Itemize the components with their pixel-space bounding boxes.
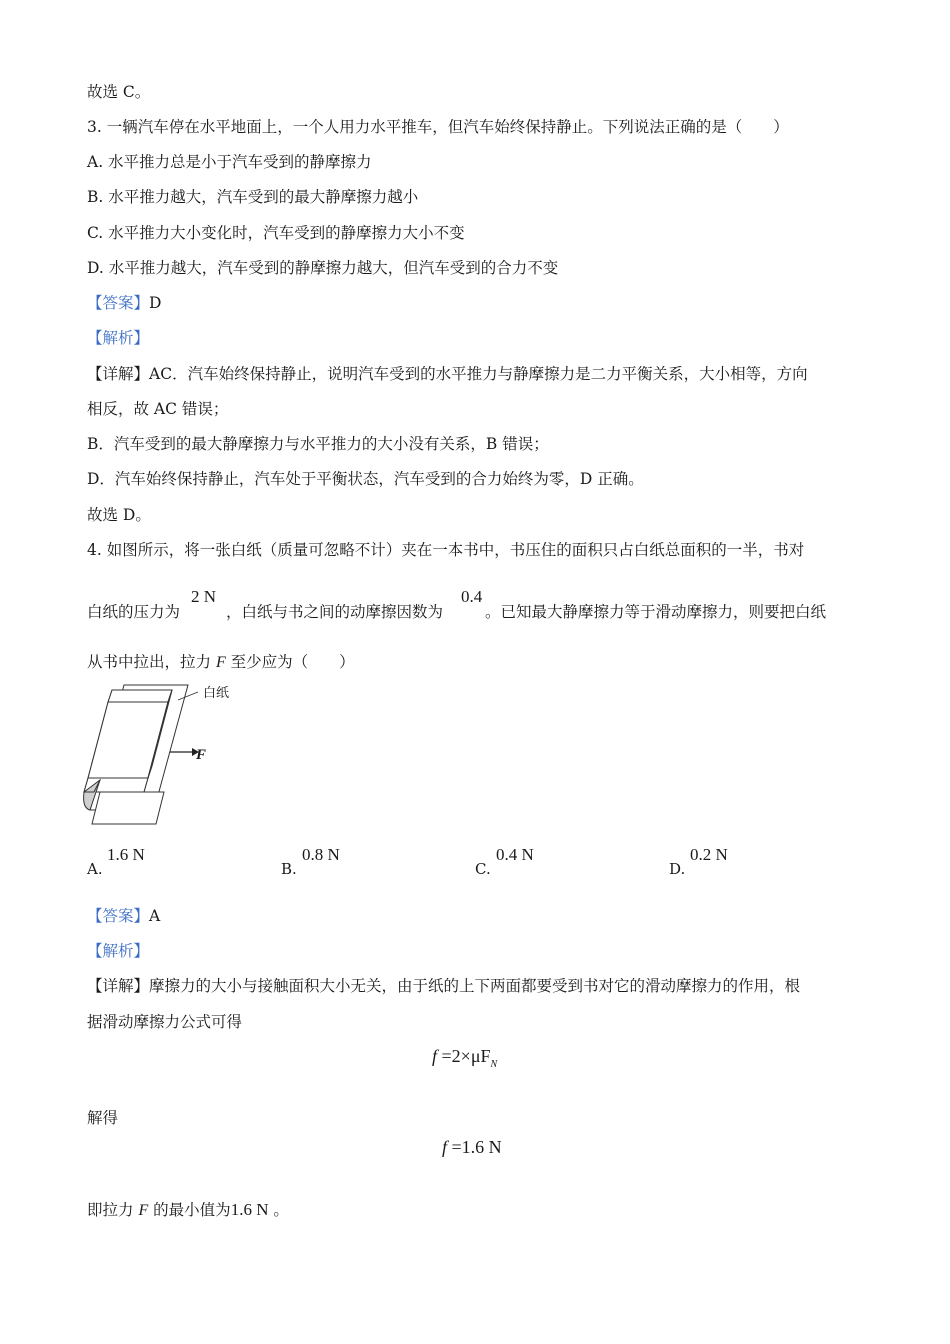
answer-value: A (149, 907, 161, 925)
eq2-rhs: =1.6 N (451, 1137, 502, 1157)
detail-text: 摩擦力的大小与接触面积大小无关，由于纸的上下两面都要受到书对它的滑动摩擦力的作用，根 (149, 977, 801, 995)
q4-text-d: 从书中拉出，拉力 (87, 653, 212, 671)
option-4c-value: 0.4 N (496, 845, 534, 864)
equation-2 (442, 1137, 502, 1158)
detail-text: AC．汽车始终保持静止，说明汽车受到的水平推力与静摩擦力是二力平衡关系，大小相等，方向 (149, 365, 808, 383)
text-line: 故选 C。 (87, 83, 151, 101)
question-3: 3. 一辆汽车停在水平地面上，一个人用力水平推车，但汽车始终保持静止。下列说法正确的是（ ） (87, 118, 789, 136)
conclusion-text-a: 即拉力 (87, 1201, 134, 1219)
equation-1 (432, 1046, 498, 1070)
conclusion-text-b: 的最小值为 (153, 1201, 231, 1219)
solve-label: 解得 (87, 1109, 119, 1127)
eq1-rhs: =2×μF (441, 1046, 491, 1066)
question-4-line-1: 4. 如图所示，将一张白纸（质量可忽略不计）夹在一本书中，书压住的面积只占白纸总面积的一半，书对 (87, 541, 805, 559)
force-symbol: F (215, 654, 226, 671)
option-4d-value: 0.2 N (690, 845, 728, 864)
conclusion-line (87, 1200, 289, 1221)
option-4a-letter: A. (87, 860, 103, 878)
option-4b-value: 0.8 N (302, 845, 340, 864)
detail-3-line-2: 相反，故 AC 错误； (87, 400, 229, 418)
detail-3-line-1 (87, 364, 808, 384)
detail-4-line-1 (87, 976, 800, 996)
analysis-tag: 【解析】 (87, 942, 150, 960)
option-3c: C. 水平推力大小变化时，汽车受到的静摩擦力大小不变 (87, 224, 465, 242)
q4-text-a: 白纸的压力为 (87, 603, 181, 621)
option-3d: D. 水平推力越大，汽车受到的静摩擦力越大，但汽车受到的合力不变 (87, 259, 559, 277)
figure-label-paper: 白纸 (203, 686, 230, 701)
detail-tag: 【详解】 (87, 365, 150, 383)
detail-4-line-2: 据滑动摩擦力公式可得 (87, 1013, 243, 1031)
book-paper-figure (80, 680, 260, 830)
eq1-subscript: N (490, 1059, 498, 1070)
detail-3-line-3: B．汽车受到的最大静摩擦力与水平推力的大小没有关系，B 错误； (87, 435, 549, 453)
force-symbol: F (138, 1202, 149, 1219)
answer-4 (87, 906, 160, 926)
option-4b-letter: B. (281, 860, 297, 878)
option-3b: B. 水平推力越大，汽车受到的最大静摩擦力越小 (87, 188, 419, 206)
option-3a: A. 水平推力总是小于汽车受到的静摩擦力 (87, 153, 372, 171)
q4-text-e: 至少应为（ ） (230, 653, 355, 671)
eq2-lhs: f (442, 1137, 448, 1157)
q4-text-c: 。已知最大静摩擦力等于滑动摩擦力，则要把白纸 (485, 603, 827, 621)
detail-3-line-5: 故选 D。 (87, 506, 151, 524)
option-4a-value: 1.6 N (107, 845, 145, 864)
answer-value: D (149, 294, 162, 312)
option-4d-letter: D. (669, 860, 686, 878)
conclusion-end: 。 (273, 1201, 289, 1219)
figure-label-force: F (196, 747, 207, 763)
analysis-tag: 【解析】 (87, 329, 150, 347)
conclusion-value: 1.6 N (230, 1200, 269, 1219)
pressure-value: 2 N (191, 587, 217, 606)
answer-3 (87, 293, 161, 313)
option-4c-letter: C. (475, 860, 491, 878)
question-4-line-3 (87, 652, 355, 673)
detail-3-line-4: D．汽车始终保持静止，汽车处于平衡状态，汽车受到的合力始终为零，D 正确。 (87, 470, 644, 488)
mu-value: 0.4 (461, 587, 483, 606)
detail-tag: 【详解】 (87, 977, 150, 995)
q4-text-b: ，白纸与书之间的动摩擦因数为 (226, 603, 444, 621)
answer-tag: 【答案】 (87, 294, 150, 312)
eq1-lhs: f (432, 1046, 438, 1066)
answer-tag: 【答案】 (87, 907, 150, 925)
